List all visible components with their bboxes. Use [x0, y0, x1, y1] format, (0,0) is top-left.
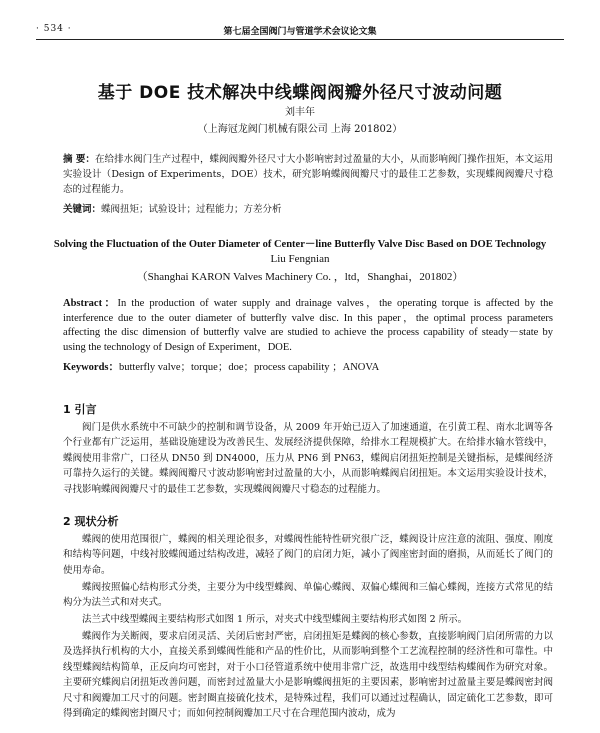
section-1-paragraph: 阀门是供水系统中不可缺少的控制和调节设备，从 2009 年开始已迈入了加速通道，在引黄工程、南水北调等各个行业都有广泛运用，基础设施建设为改善民生、发展经济提供保障，给排水工程规模扩大。在给排水输水管线中，蝶阀使用非常广，口径从 DN50 到 DN4000，压力从 PN6 到 PN63，蝶阀启闭扭矩控制是关键指标，是蝶阀经济可靠持久运行的关键。蝶阀阀瓣尺寸波动影响密封过盈量的大小，从而影响蝶阀启闭扭矩。本文运用实验设计技术，寻找影响蝶阀阀瓣尺寸的最佳工艺参数，实现蝶阀阀瓣尺寸稳态的过程能力。 [63, 422, 553, 495]
abstract-text-en: In the production of water supply and drainage valves，the operating torque is affected by the interference due to the outer diameter of butterfly valve disc. In this paper，the optimal process parameters affecting the disc dimension of butterfly valve are studied to achieve the process capability of steady－state by using the technology of Design of Experiment，DOE. [63, 298, 554, 353]
affiliation-chinese: （上海冠龙阀门机械有限公司 上海 201802） [197, 124, 403, 135]
keywords-label-cn: 关键词： [63, 204, 102, 215]
section-2-heading: 2 现状分析 [63, 515, 119, 528]
affiliation-english: （Shanghai KARON Valves Machinery Co. ，ltd，Shanghai，201802） [136, 271, 464, 283]
keywords-chinese [63, 201, 553, 215]
section-2-paragraph-3: 法兰式中线型蝶阀主要结构形式如图 1 所示，对夹式中线型蝶阀主要结构形式如图 2 所示。 [82, 614, 468, 625]
abstract-label-en: Abstract： [63, 298, 118, 309]
abstract-label-cn: 摘 要： [63, 154, 95, 165]
journal-name: 第七届全国阀门与管道学术会议论文集 [223, 27, 377, 37]
title-english: Solving the Fluctuation of the Outer Diameter of Center－line Butterfly Valve Disc Based on DOE Technology [53, 239, 547, 250]
abstract-text-cn: 在给排水阀门生产过程中，蝶阀阀瓣外径尺寸大小影响密封过盈量的大小，从而影响阀门操作扭矩，本文运用实验设计（Design of Experiments，DOE）技术，研究影响蝶阀阀瓣尺寸的最佳工艺参数，实现蝶阀阀瓣尺寸稳态的过程能力。 [63, 154, 553, 195]
keywords-english [63, 359, 553, 374]
section-2-paragraph-1: 蝶阀的使用范围很广，蝶阀的相关理论很多，对蝶阀性能特性研究很广泛，蝶阀设计应注意的流阻、强度、刚度和结构等问题，中线衬胶蝶阀通过结构改进，减轻了阀门的启闭力矩，减小了阀座密封面的磨损，从而延长了阀门的使用寿命。 [63, 534, 553, 576]
header-rule [36, 39, 564, 40]
section-2-paragraph-2: 蝶阀按照偏心结构形式分类，主要分为中线型蝶阀、单偏心蝶阀、双偏心蝶阀和三偏心蝶阀，连接方式常见的结构分为法兰式和对夹式。 [63, 582, 553, 609]
author-chinese: 刘丰年 [285, 107, 315, 118]
abstract-english [63, 297, 553, 355]
keywords-text-en: butterfly valve；torque；doe；process capability ；ANOVA [119, 362, 380, 373]
keywords-text-cn: 蝶阀扭矩；试验设计；过程能力；方差分析 [101, 204, 282, 215]
keywords-label-en: Keywords： [63, 362, 119, 373]
page-number: · 534 · [36, 24, 72, 34]
running-header [36, 22, 564, 44]
section-1-heading: 1 引言 [63, 403, 97, 416]
title-chinese: 基于 DOE 技术解决中线蝶阀阀瓣外径尺寸波动问题 [97, 83, 503, 103]
abstract-chinese [63, 152, 553, 197]
author-english: Liu Fengnian [270, 253, 330, 265]
section-2-paragraph-4: 蝶阀作为关断阀，要求启闭灵活、关闭后密封严密，启闭扭矩是蝶阀的核心参数，直接影响阀门启闭所需的力以及选择执行机构的大小，直接关系到蝶阀性能和产品的性价比，从而影响到整个工艺流程控制的经济性和可靠性。中线型蝶阀结构简单，正反向均可密封，对于小口径管道系统中使用非常广泛，故选用中线型结构蝶阀作为研究对象。主要研究蝶阀启闭扭矩改善问题，而密封过盈量大小是影响蝶阀扭矩的主要因素，影响密封过盈量主要是蝶阀密封阀尺寸和阀瓣加工尺寸的问题。密封圈直接硫化技术，是特殊过程，我们可以通过过程确认，固定硫化工艺参数，即可得到确定的蝶阀密封圈尺寸；而如何控制阀瓣加工尺寸在合理范围内波动，成为 [63, 631, 553, 720]
